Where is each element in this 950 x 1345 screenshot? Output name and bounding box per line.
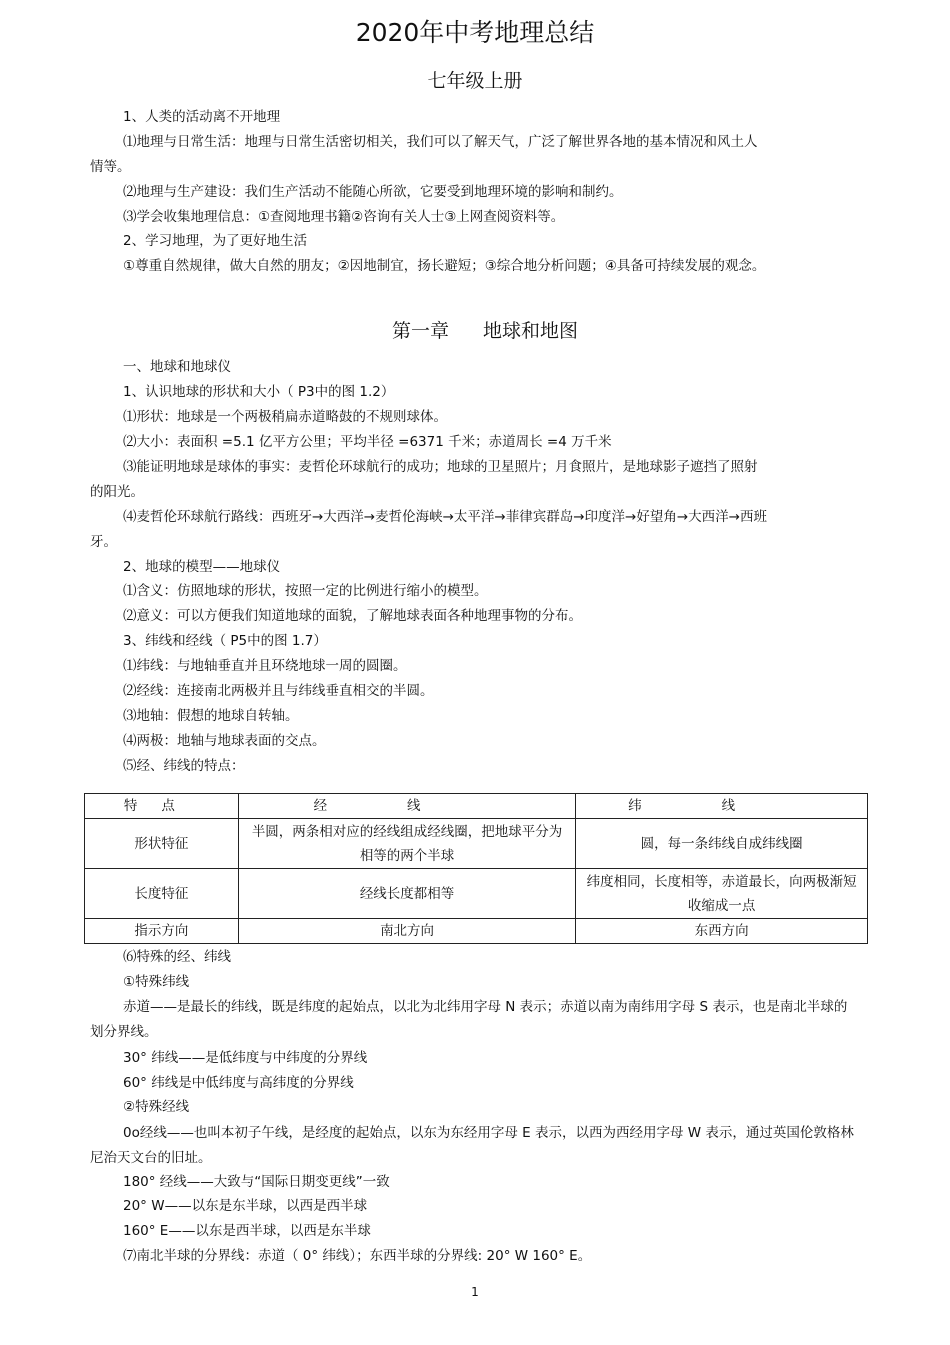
table-header-cell: 经线 — [238, 794, 576, 819]
features-table — [84, 793, 868, 944]
special-longitude-heading: ②特殊经线 — [123, 1099, 190, 1115]
document-title: 2020年中考地理总结 — [355, 18, 595, 47]
magellan-route-text: ⑷麦哲伦环球航行路线：西班牙→大西洋→麦哲伦海峡→太平洋→菲律宾群岛→印度洋→好望角→大西洋→西班牙。 — [90, 509, 767, 550]
intro-heading-1: 1、人类的活动离不开地理 — [123, 109, 281, 125]
sphere-evidence-text: ⑶能证明地球是球体的事实：麦哲伦环球航行的成功；地球的卫星照片；月食照片，是地球影子遮挡了照射的阳光。 — [90, 459, 758, 500]
special-latitude-heading: ①特殊纬线 — [123, 974, 190, 990]
intro-paragraph-1: ⑴地理与日常生活：地理与日常生活密切相关，我们可以了解天气，广泛了解世界各地的基本情况和风土人情等。 — [90, 134, 758, 175]
shape-text: ⑴形状：地球是一个两极稍扁赤道略鼓的不规则球体。 — [123, 409, 447, 425]
meridian-180-text: 180° 经线——大致与“国际日期变更线”一致 — [123, 1174, 390, 1190]
equator-text: 赤道——是最长的纬线，既是纬度的起始点，以北为北纬用字母 N 表示；赤道以南为南纬用字母 S 表示，也是南北半球的划分界线。 — [90, 999, 848, 1040]
prime-meridian-text: 0o经线——也叫本初子午线，是经度的起始点，以东为东经用字母 E 表示，以西为西经用字母 W 表示，通过英国伦敦格林尼治天文台的旧址。 — [90, 1125, 854, 1166]
table-cell: 半圆，两条相对应的经线组成经线圈，把地球平分为相等的两个半球 — [238, 819, 576, 869]
table-header-cell: 特点 — [85, 794, 239, 819]
latitude-30-text: 30° 纬线——是低纬度与中纬度的分界线 — [123, 1050, 368, 1066]
intro-paragraph-2: ⑵地理与生产建设：我们生产活动不能随心所欲，它要受到地理环境的影响和制约。 — [123, 184, 623, 200]
table-cell: 南北方向 — [238, 919, 576, 944]
table-header-row — [85, 794, 868, 819]
latitude-60-text: 60° 纬线是中低纬度与高纬度的分界线 — [123, 1075, 354, 1091]
intro-paragraph-4: ①尊重自然规律，做大自然的朋友；②因地制宜，扬长避短；③综合地分析问题；④具备可持续发展的观念。 — [123, 258, 766, 274]
globe-meaning-text: ⑴含义：仿照地球的形状，按照一定的比例进行缩小的模型。 — [123, 583, 488, 599]
table-cell: 经线长度都相等 — [238, 869, 576, 919]
page-number: 1 — [471, 1285, 479, 1299]
table-cell: 长度特征 — [85, 869, 239, 919]
subsection-heading-1: 1、认识地球的形状和大小（ P3中的图 1.2） — [123, 384, 395, 400]
meridian-20w-text: 20° W——以东是东半球，以西是西半球 — [123, 1198, 368, 1214]
globe-significance-text: ⑵意义：可以方便我们知道地球的面貌，了解地球表面各种地理事物的分布。 — [123, 608, 582, 624]
features-intro: ⑸经、纬线的特点： — [123, 758, 245, 774]
table-row — [85, 919, 868, 944]
section-heading: 一、地球和地球仪 — [123, 359, 231, 375]
size-text: ⑵大小：表面积 =5.1 亿平方公里；平均半径 =6371 千米；赤道周长 =4 万千米 — [123, 434, 612, 450]
poles-definition: ⑷两极：地轴与地球表面的交点。 — [123, 733, 326, 749]
table-header-cell: 纬线 — [576, 794, 868, 819]
meridian-160e-text: 160° E——以东是西半球，以西是东半球 — [123, 1223, 371, 1239]
table-cell: 圆，每一条纬线自成纬线圈 — [576, 819, 868, 869]
subsection-heading-2: 2、地球的模型——地球仪 — [123, 559, 281, 575]
table-cell: 纬度相同，长度相等，赤道最长，向两极渐短收缩成一点 — [576, 869, 868, 919]
intro-heading-2: 2、学习地理，为了更好地生活 — [123, 233, 308, 249]
latitude-definition: ⑴纬线：与地轴垂直并且环绕地球一周的圆圈。 — [123, 658, 407, 674]
table-cell: 东西方向 — [576, 919, 868, 944]
table-cell: 形状特征 — [85, 819, 239, 869]
hemisphere-boundary-text: ⑺南北半球的分界线：赤道（ 0° 纬线）；东西半球的分界线: 20° W 160° E。 — [123, 1248, 592, 1264]
table-row — [85, 819, 868, 869]
table-cell: 指示方向 — [85, 919, 239, 944]
axis-definition: ⑶地轴：假想的地球自转轴。 — [123, 708, 299, 724]
chapter-title: 第一章 地球和地图 — [391, 320, 579, 342]
table-row — [85, 869, 868, 919]
intro-paragraph-3: ⑶学会收集地理信息：①查阅地理书籍②咨询有关人士③上网查阅资料等。 — [123, 209, 565, 225]
longitude-definition: ⑵经线：连接南北两极并且与纬线垂直相交的半圆。 — [123, 683, 434, 699]
subsection-heading-3: 3、纬线和经线（ P5中的图 1.7） — [123, 633, 327, 649]
document-subtitle: 七年级上册 — [427, 70, 523, 92]
special-lines-heading: ⑹特殊的经、纬线 — [123, 949, 231, 965]
